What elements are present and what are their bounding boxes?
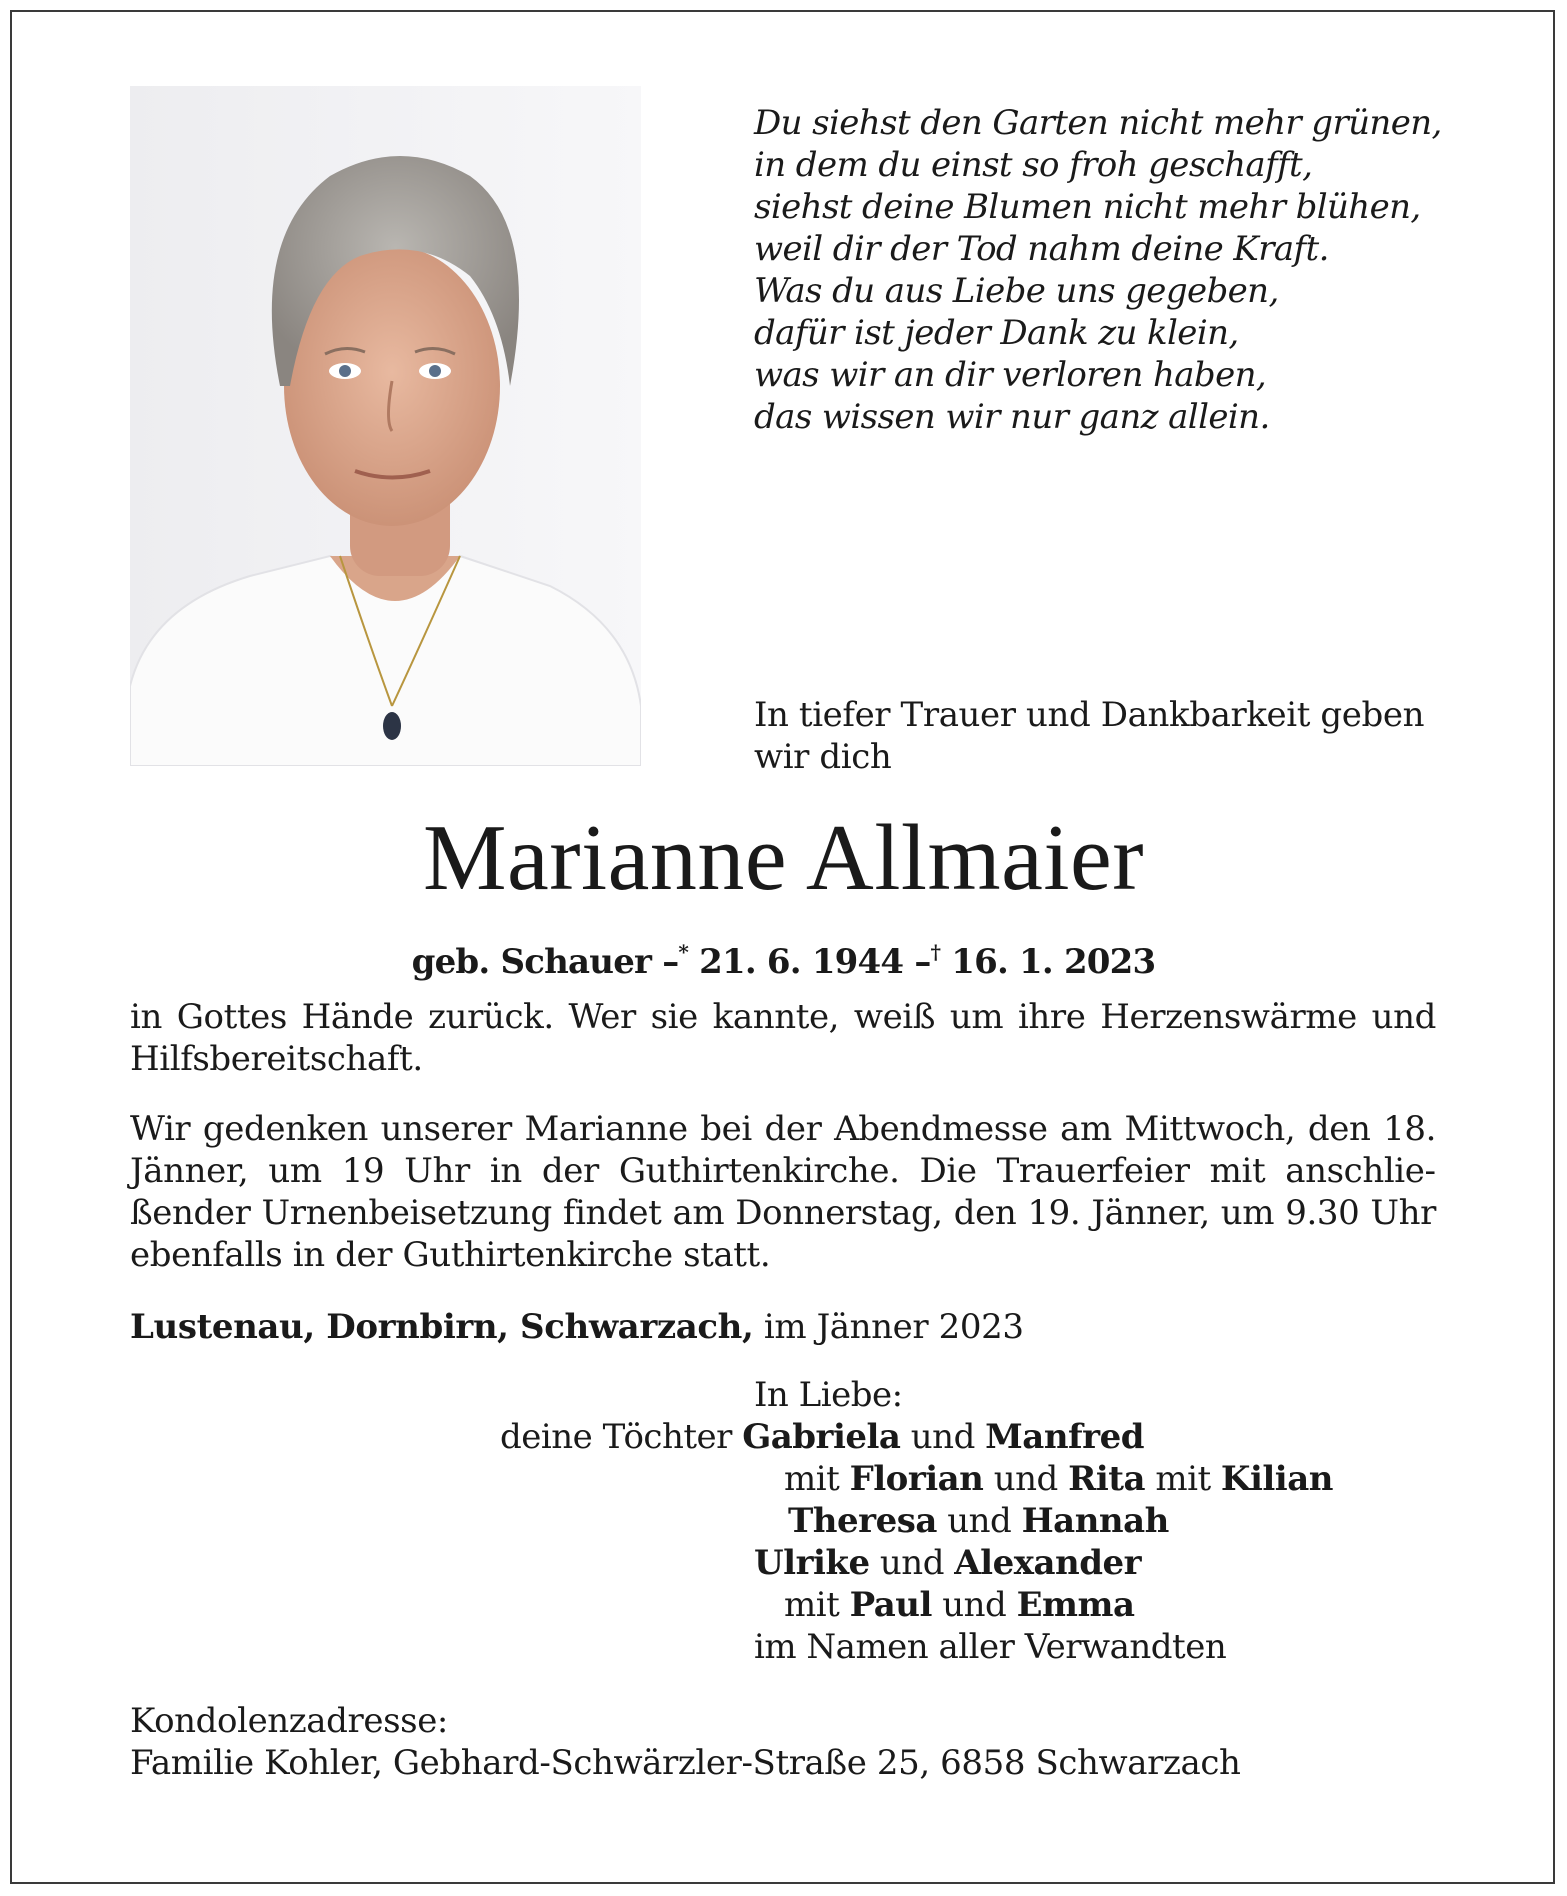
poem-line: siehst deine Blumen nicht mehr blühen, — [754, 187, 1421, 227]
daughters-label: deine Töchter — [500, 1417, 732, 1457]
connector: und — [879, 1543, 944, 1583]
connector: mit — [784, 1459, 840, 1499]
born-symbol: * — [678, 940, 689, 964]
poem-line: dafür ist jeder Dank zu klein, — [754, 313, 1239, 353]
poem-line: Du siehst den Garten nicht mehr grünen, — [754, 103, 1442, 143]
birth-name: geb. Schauer — [411, 942, 652, 982]
connector: mit — [1155, 1459, 1211, 1499]
paragraph-memorial: Wir gedenken unserer Marianne bei der Abendmesse am Mittwoch, den 18. Jänner, um 19 Uhr in der Guthirtenkirche. Die Trauerfeier mit anschließender Urnenbeisetzung findet am Donnerstag, den 19. Jänner, um 9.30 Uhr ebenfalls in der Guthirtenkirche statt. — [130, 1109, 1436, 1275]
dash: – — [914, 942, 931, 982]
connector: und — [947, 1501, 1012, 1541]
intro-line: wir dich — [754, 737, 892, 777]
poem-line: Was du aus Liebe uns gegeben, — [754, 271, 1279, 311]
intro-text — [754, 694, 1454, 778]
mourner-name: Kilian — [1220, 1459, 1333, 1499]
connector: und — [993, 1459, 1058, 1499]
poem-line: weil dir der Tod nahm deine Kraft. — [754, 229, 1329, 269]
locations: Lustenau, Dornbirn, Schwarzach, — [130, 1307, 754, 1347]
mourner-line — [788, 1500, 1169, 1542]
signature-opening: In Liebe: — [754, 1375, 903, 1415]
connector: und — [942, 1585, 1007, 1625]
life-dates — [0, 932, 1567, 982]
mourner-line — [784, 1458, 1333, 1500]
birth-date: 21. 6. 1944 — [699, 942, 904, 982]
mourner-line — [784, 1584, 1135, 1626]
address-label: Kondolenzadresse: — [130, 1701, 448, 1741]
mourner-name: Paul — [849, 1585, 932, 1625]
deceased-name: Marianne Allmaier — [422, 806, 1145, 910]
mourner-line — [500, 1416, 1144, 1458]
poem-line: was wir an dir verloren haben, — [754, 355, 1267, 395]
mourner-name: Hannah — [1021, 1501, 1169, 1541]
portrait-photo — [130, 86, 641, 766]
mourner-name: Gabriela — [742, 1417, 901, 1457]
mourner-line — [754, 1542, 1141, 1584]
connector: mit — [784, 1585, 840, 1625]
death-date: 16. 1. 2023 — [951, 942, 1156, 982]
place-date — [130, 1306, 1436, 1348]
poem — [754, 102, 1514, 438]
signature-closing: im Namen aller Verwandten — [754, 1627, 1227, 1667]
connector: und — [910, 1417, 975, 1457]
mourner-name: Ulrike — [754, 1543, 870, 1583]
condolence-address — [130, 1700, 1436, 1784]
mourner-name: Rita — [1068, 1459, 1146, 1499]
died-symbol: † — [930, 940, 941, 964]
mourner-name: Alexander — [954, 1543, 1142, 1583]
poem-line: in dem du einst so froh geschafft, — [754, 145, 1313, 185]
mourner-name: Florian — [849, 1459, 984, 1499]
dash: – — [662, 942, 679, 982]
mourner-name: Manfred — [985, 1417, 1144, 1457]
paragraph-return: in Gottes Hände zurück. Wer sie kannte, weiß um ihre Herzenswärme und Hilfsbereitschaft. — [130, 997, 1436, 1079]
mourner-name: Emma — [1016, 1585, 1135, 1625]
mourner-name: Theresa — [788, 1501, 937, 1541]
intro-line: In tiefer Trauer und Dankbarkeit geben — [754, 695, 1425, 735]
poem-line: das wissen wir nur ganz allein. — [754, 397, 1270, 437]
date: im Jänner 2023 — [763, 1307, 1024, 1347]
address-line: Familie Kohler, Gebhard-Schwärzler-Straße 25, 6858 Schwarzach — [130, 1743, 1241, 1783]
